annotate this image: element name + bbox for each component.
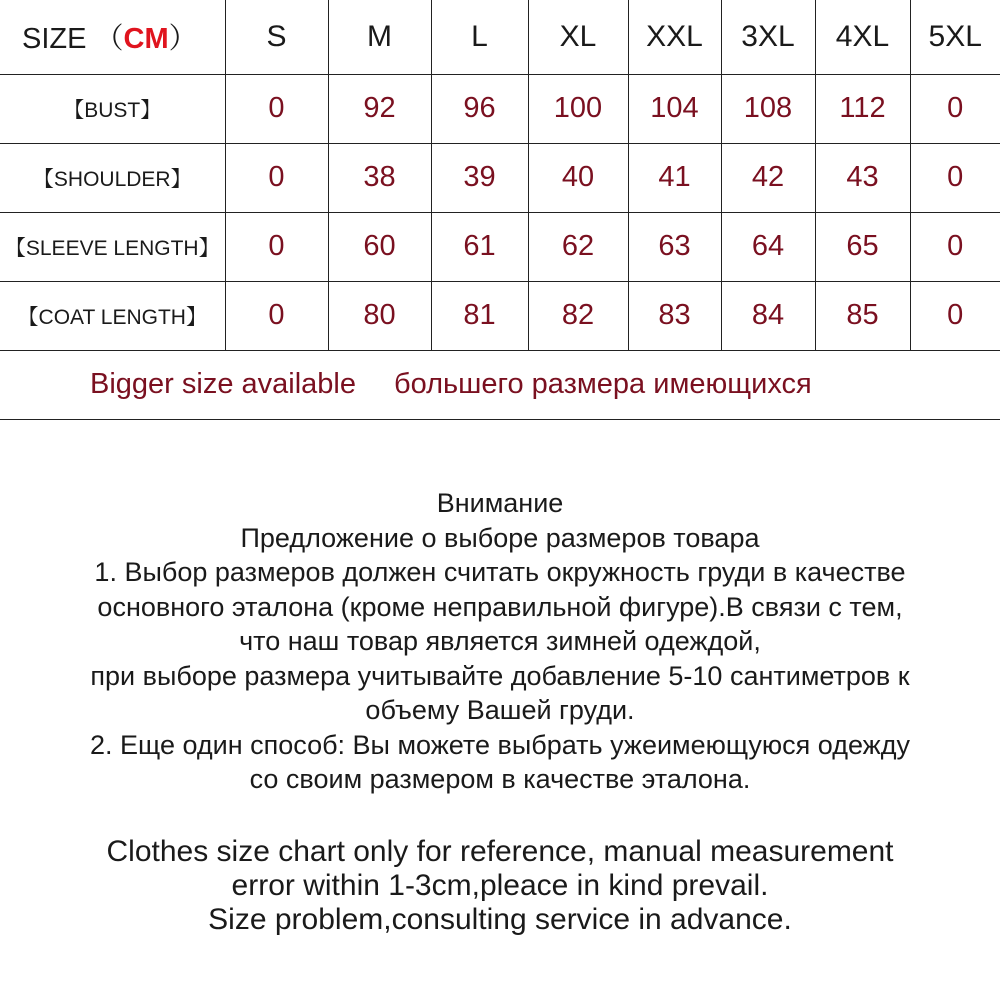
size-header-m: M	[328, 0, 431, 74]
table-cell: 39	[431, 143, 528, 212]
table-cell: 42	[721, 143, 815, 212]
table-cell: 0	[225, 74, 328, 143]
size-unit-header	[0, 0, 225, 74]
notice-line: 1. Выбор размеров должен считать окружность груди в качестве	[94, 557, 906, 587]
table-cell: 84	[721, 281, 815, 350]
table-cell: 112	[815, 74, 910, 143]
size-label: SIZE （	[22, 23, 124, 56]
table-cell: 0	[225, 212, 328, 281]
size-header-3xl: 3XL	[721, 0, 815, 74]
table-row-bust	[0, 74, 1000, 143]
table-cell: 64	[721, 212, 815, 281]
russian-size-advice	[0, 486, 1000, 797]
row-label-sleeve-length: 【SLEEVE LENGTH】	[0, 212, 225, 281]
disclaimer-line: Size problem,consulting service in advance.	[208, 903, 792, 936]
table-cell: 96	[431, 74, 528, 143]
table-cell: 0	[225, 143, 328, 212]
notice-line: что наш товар является зимней одеждой,	[239, 626, 761, 656]
notice-line: объему Вашей груди.	[365, 695, 635, 725]
table-cell: 100	[528, 74, 628, 143]
row-label-coat-length: 【COAT LENGTH】	[0, 281, 225, 350]
table-cell: 82	[528, 281, 628, 350]
table-cell: 108	[721, 74, 815, 143]
size-header-4xl: 4XL	[815, 0, 910, 74]
table-cell: 0	[910, 74, 1000, 143]
table-cell: 0	[910, 212, 1000, 281]
row-label-bust: 【BUST】	[0, 74, 225, 143]
row-label-shoulder: 【SHOULDER】	[0, 143, 225, 212]
size-header-s: S	[225, 0, 328, 74]
table-cell: 92	[328, 74, 431, 143]
bigger-size-note-row	[0, 350, 1000, 419]
notice-line: Предложение о выборе размеров товара	[240, 522, 760, 553]
table-cell: 38	[328, 143, 431, 212]
size-chart-table	[0, 0, 1000, 420]
table-row-coat-length	[0, 281, 1000, 350]
table-cell: 62	[528, 212, 628, 281]
size-header-xl: XL	[528, 0, 628, 74]
table-row-sleeve-length	[0, 212, 1000, 281]
notice-line: при выборе размера учитывайте добавление 5-10 сантиметров к	[90, 660, 910, 691]
table-cell: 40	[528, 143, 628, 212]
table-cell: 0	[225, 281, 328, 350]
note-russian: большего размера имеющихся	[393, 368, 812, 400]
table-cell: 61	[431, 212, 528, 281]
note-english: Bigger size available	[90, 368, 356, 400]
table-cell: 85	[815, 281, 910, 350]
notice-heading: Внимание	[436, 488, 564, 518]
disclaimer-line: error within 1-3cm,pleace in kind prevail.	[231, 869, 769, 902]
size-header-l: L	[431, 0, 528, 74]
table-cell: 104	[628, 74, 721, 143]
size-label-close: ）	[168, 23, 198, 56]
english-size-disclaimer	[0, 835, 1000, 937]
size-header-5xl: 5XL	[910, 0, 1000, 74]
size-header-xxl: XXL	[628, 0, 721, 74]
table-cell: 60	[328, 212, 431, 281]
notice-line: со своим размером в качестве эталона.	[249, 764, 751, 794]
unit-label: CM	[123, 23, 169, 56]
table-cell: 0	[910, 143, 1000, 212]
table-cell: 80	[328, 281, 431, 350]
table-cell: 0	[910, 281, 1000, 350]
table-cell: 65	[815, 212, 910, 281]
table-cell: 43	[815, 143, 910, 212]
disclaimer-line: Clothes size chart only for reference, manual measurement	[106, 835, 894, 868]
notice-line: основного эталона (кроме неправильной фигуре).В связи с тем,	[97, 591, 903, 622]
table-cell: 81	[431, 281, 528, 350]
table-row-shoulder	[0, 143, 1000, 212]
table-cell: 63	[628, 212, 721, 281]
size-header-row	[0, 0, 1000, 74]
notice-line: 2. Еще один способ: Вы можете выбрать ужеимеющуюся одежду	[90, 729, 910, 760]
bigger-size-note	[0, 350, 1000, 419]
table-cell: 41	[628, 143, 721, 212]
table-cell: 83	[628, 281, 721, 350]
